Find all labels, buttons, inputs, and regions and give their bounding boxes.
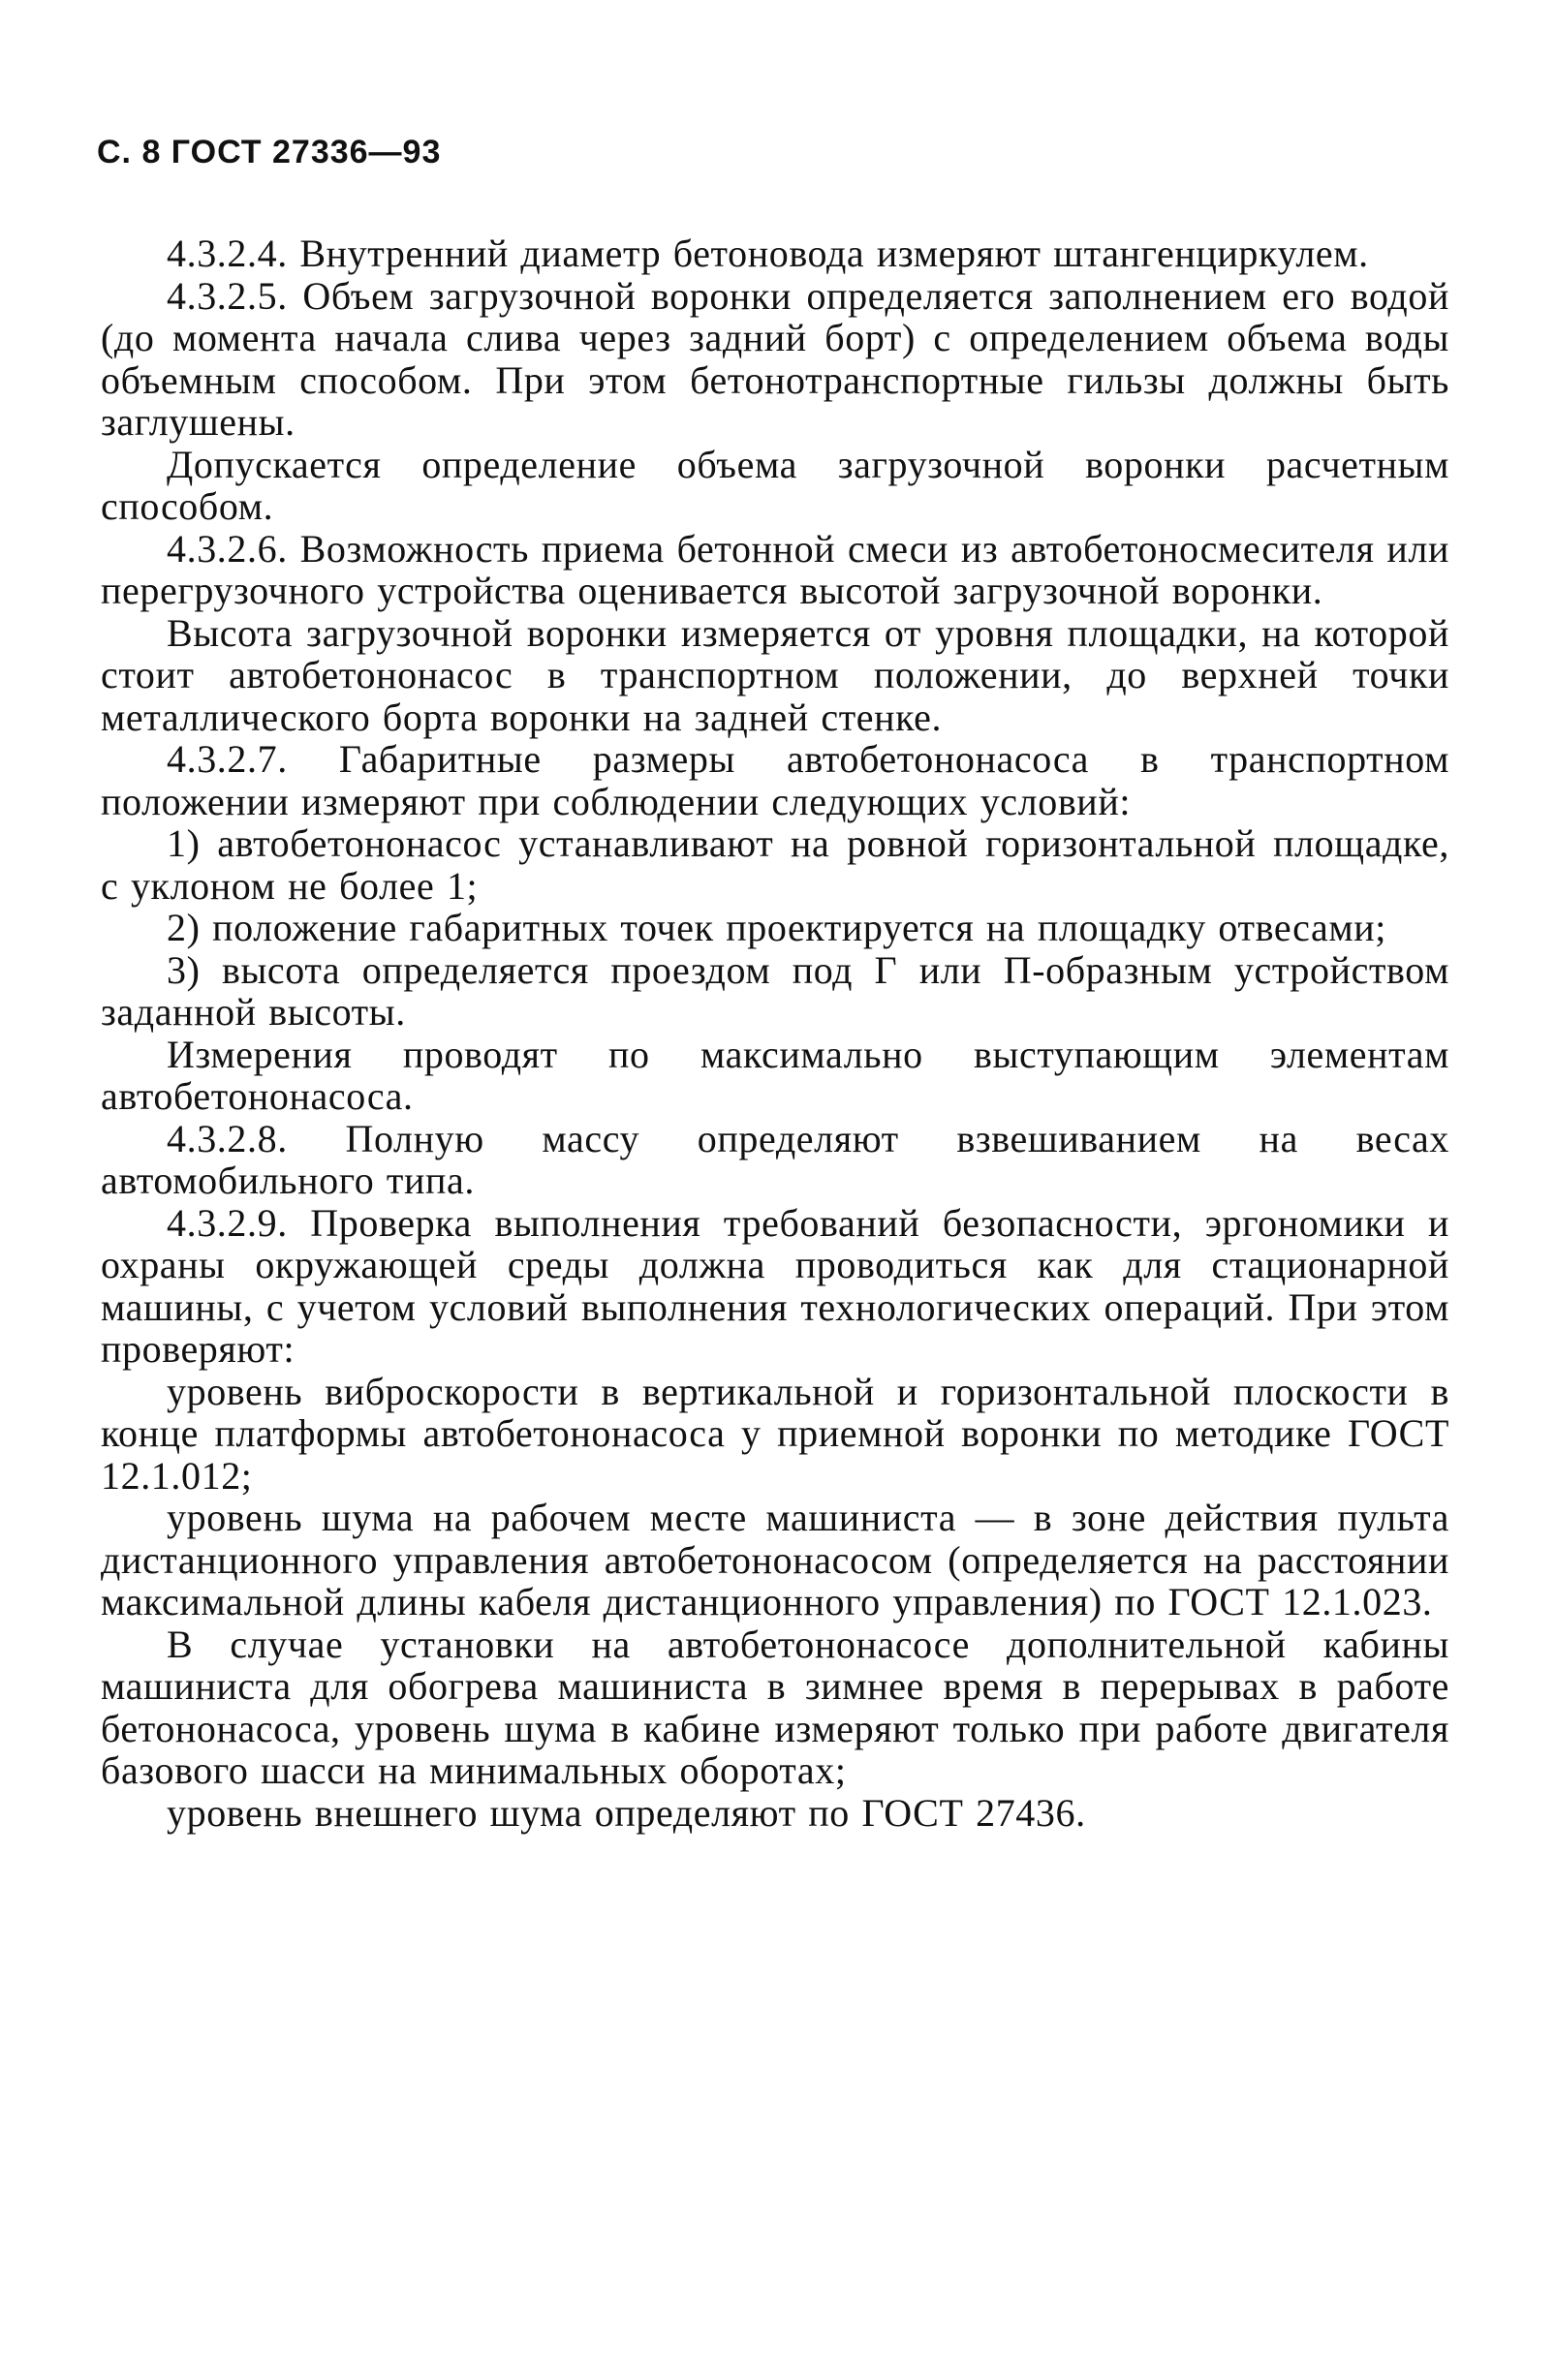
document-body bbox=[101, 232, 1449, 1834]
paragraph-vibration-level: уровень виброскорости в вертикальной и горизонтальной плоскости в конце платформы автобетононасоса у приемной воронки по методике ГОСТ 12.1.012; bbox=[101, 1369, 1449, 1498]
paragraph-calculation-allowed: Допускается определение объема загрузочной воронки расчетным способом. bbox=[101, 442, 1449, 528]
paragraph-external-noise: уровень внешнего шума определяют по ГОСТ 27436. bbox=[167, 1790, 1086, 1835]
list-item-1: 1) автобетононасос устанавливают на ровной горизонтальной площадке, с уклоном не более 1; bbox=[101, 821, 1449, 908]
paragraph-4-3-2-9: 4.3.2.9. Проверка выполнения требований безопасности, эргономики и охраны окружающей среды должна проводиться как для стационарной машины, с учетом условий выполнения технологических операций. При этом проверяют: bbox=[101, 1200, 1449, 1371]
paragraph-measurements: Измерения проводят по максимально выступающим элементам автобетононасоса. bbox=[101, 1032, 1449, 1118]
page-header: С. 8 ГОСТ 27336—93 bbox=[97, 134, 442, 170]
paragraph-noise-level: уровень шума на рабочем месте машиниста — в зоне действия пульта дистанционного управления автобетононасосом (определяется на расстоянии максимальной длины кабеля дистанционного управления) по ГОСТ 12.1.023. bbox=[101, 1496, 1449, 1623]
list-item-3: 3) высота определяется проездом под Г или П-образным устройством заданной высоты. bbox=[101, 947, 1449, 1034]
paragraph-4-3-2-6: 4.3.2.6. Возможность приема бетонной смеси из автобетоносмесителя или перегрузочного устройства оценивается высотой загрузочной воронки. bbox=[101, 526, 1449, 612]
paragraph-hopper-height: Высота загрузочной воронки измеряется от уровня площадки, на которой стоит автобетононасос в транспортном положении, до верхней точки металлического борта воронки на задней стенке. bbox=[101, 610, 1449, 739]
paragraph-cabin-noise: В случае установки на автобетононасосе дополнительной кабины машиниста для обогрева машиниста в зимнее время в перерывах в работе бетононасоса, уровень шума в кабине измеряют только при работе двигателя базового шасси на минимальных оборотах; bbox=[101, 1622, 1449, 1792]
paragraph-4-3-2-8: 4.3.2.8. Полную массу определяют взвешиванием на весах автомобильного типа. bbox=[101, 1116, 1449, 1202]
paragraph-4-3-2-5: 4.3.2.5. Объем загрузочной воронки определяется заполнением его водой (до момента начала слива через задний борт) с определением объема воды объемным способом. При этом бетонотранспортные гильзы должны быть заглушены. bbox=[101, 273, 1449, 444]
paragraph-4-3-2-7: 4.3.2.7. Габаритные размеры автобетононасоса в транспортном положении измеряют при соблюдении следующих условий: bbox=[101, 737, 1449, 823]
list-item-2: 2) положение габаритных точек проектируется на площадку отвесами; bbox=[167, 906, 1386, 949]
paragraph-4-3-2-4: 4.3.2.4. Внутренний диаметр бетоновода измеряют штангенциркулем. bbox=[167, 232, 1369, 275]
